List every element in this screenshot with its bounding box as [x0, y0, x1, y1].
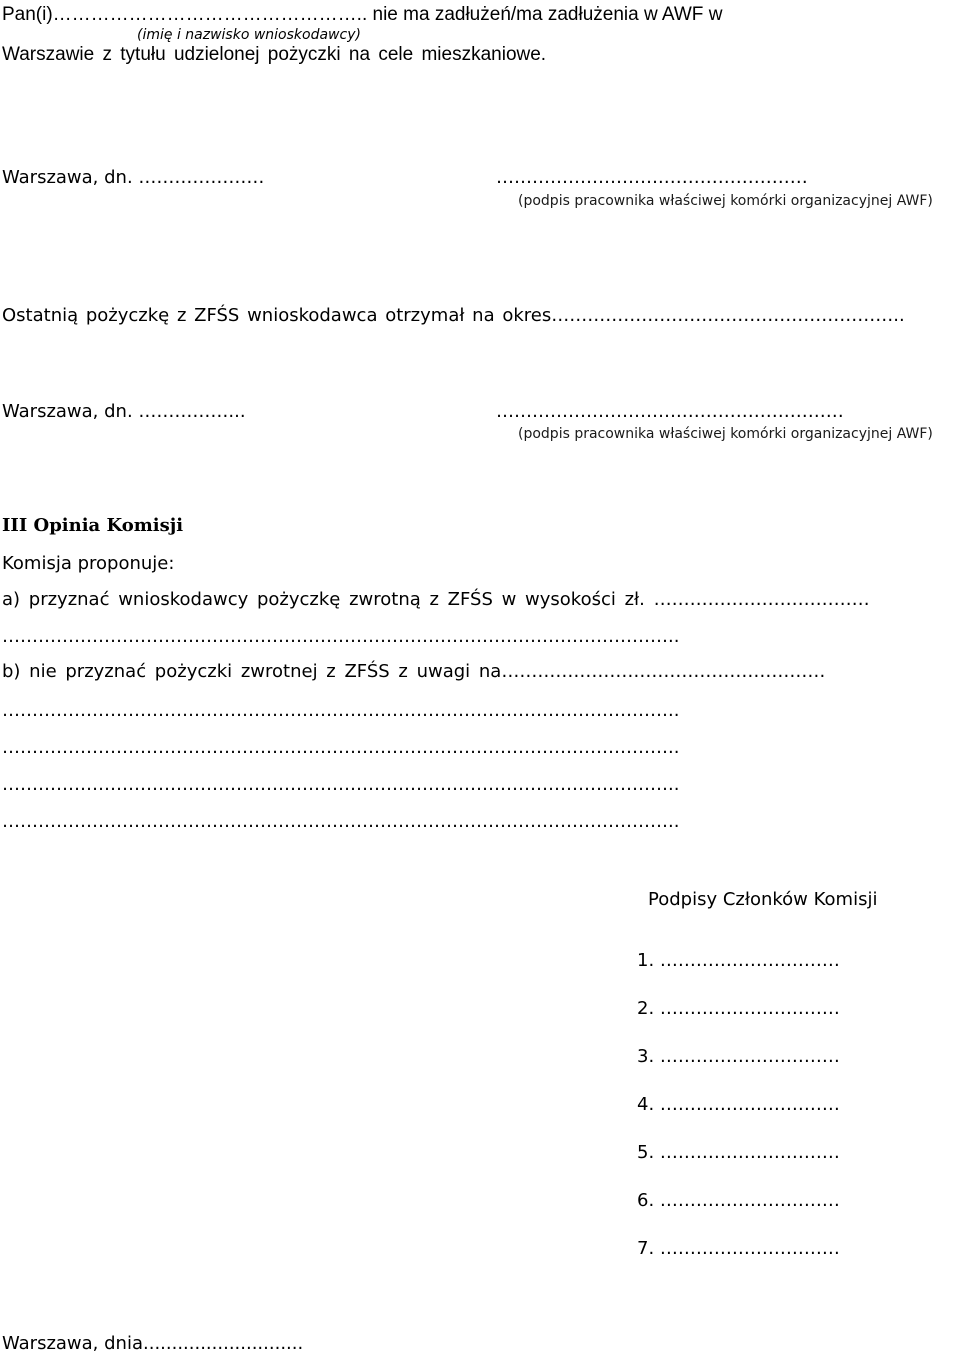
option-a-grant-loan: a) przyznać wnioskodawcy pożyczkę zwrotną z ZFŚS w wysokości zł. ……………………………… [2, 589, 870, 610]
member-signature-line: 2. ………………………… [637, 998, 840, 1019]
option-a-continuation-line: ………………………………………………………………………………………………….. [2, 626, 680, 647]
option-b-deny-loan: b) nie przyznać pożyczki zwrotnej z ZFŚS z uwagi na……………………………………………… [2, 661, 826, 682]
last-loan-period-line: Ostatnią pożyczkę z ZFŚS wnioskodawca otrzymał na okres………………………………………………….. [2, 305, 905, 326]
applicant-name-caption: (imię i nazwisko wnioskodawcy) [137, 27, 361, 43]
member-signature-line: 5. ………………………… [637, 1142, 840, 1163]
section2-signature-caption: (podpis pracownika właściwej komórki organizacyjnej AWF) [518, 426, 933, 442]
member-signature-line: 7. ………………………… [637, 1238, 840, 1259]
reason-blank-line: ………………………………………………………………………………………………….. [2, 737, 680, 758]
section2-signature-line: ………………………….……………………… [496, 401, 844, 422]
member-signature-line: 3. ………………………… [637, 1046, 840, 1067]
loan-purpose-line: Warszawie z tytułu udzielonej pożyczki na cele mieszkaniowe. [2, 44, 547, 65]
section1-signature-caption: (podpis pracownika właściwej komórki organizacyjnej AWF) [518, 193, 933, 209]
footer-date-field: Warszawa, dnia............................ [2, 1333, 304, 1354]
section1-date-field: Warszawa, dn. ………………… [2, 167, 265, 188]
section2-date-field: Warszawa, dn. ……………... [2, 401, 246, 422]
committee-signatures-title: Podpisy Członków Komisji [648, 889, 878, 910]
member-signature-line: 6. ………………………… [637, 1190, 840, 1211]
member-signature-line: 4. ………………………… [637, 1094, 840, 1115]
reason-blank-line: ………………………………………………………………………………………………….. [2, 774, 680, 795]
applicant-line: Pan(i)………………………………………….. nie ma zadłużeń/ma zadłużenia w AWF w [2, 4, 723, 25]
committee-opinion-heading: III Opinia Komisji [2, 515, 184, 536]
member-signature-line: 1. ………………………… [637, 950, 840, 971]
committee-proposes-label: Komisja proponuje: [2, 553, 175, 574]
reason-blank-line: ………………………………………………………………………………………………….. [2, 811, 680, 832]
section1-signature-line: ……………………….…………………… [496, 167, 808, 188]
reason-blank-line: ………………………………………………………………………………………………….. [2, 700, 680, 721]
